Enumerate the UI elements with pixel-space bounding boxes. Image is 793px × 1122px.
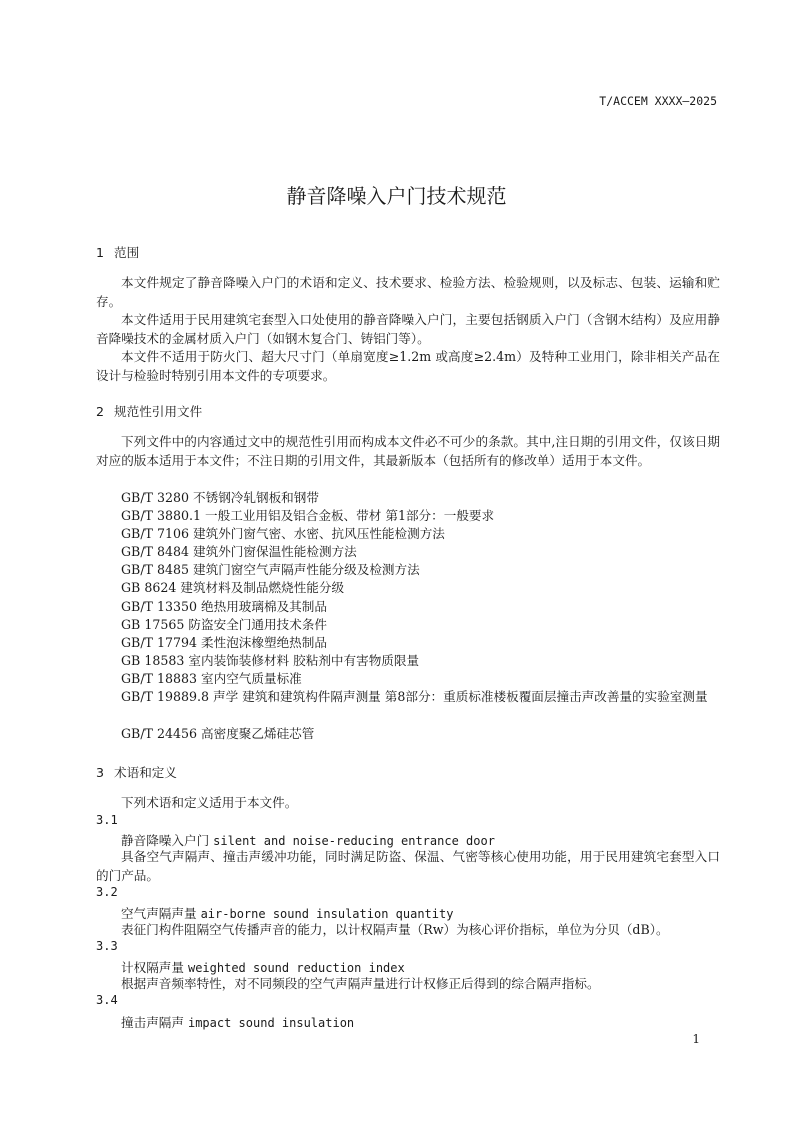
reference-item: GB/T 8484 建筑外门窗保温性能检测方法 bbox=[121, 544, 357, 559]
reference-item: GB/T 18883 室内空气质量标准 bbox=[121, 671, 302, 686]
term-definition: 具备空气声隔声、撞击声缓冲功能，同时满足防盗、保温、气密等核心使用功能，用于民用建筑宅套型入口的门产品。 bbox=[96, 849, 720, 883]
document-code: T/ACCEM XXXX—2025 bbox=[599, 94, 717, 108]
reference-item: GB/T 17794 柔性泡沫橡塑绝热制品 bbox=[121, 635, 327, 650]
reference-item: GB/T 7106 建筑外门窗气密、水密、抗风压性能检测方法 bbox=[121, 526, 445, 541]
section-heading-terms: 3 术语和定义 bbox=[96, 765, 177, 780]
reference-item: GB/T 19889.8 声学 建筑和建筑构件隔声测量 第8部分：重质标准楼板覆面层撞击声改善量的实验室测量 bbox=[121, 689, 708, 704]
paragraph: 本文件适用于民用建筑宅套型入口处使用的静音降噪入户门，主要包括钢质入户门（含钢木结构）及应用静音降噪技术的金属材质入户门（如钢木复合门、铸铝门等）。 bbox=[96, 312, 720, 346]
reference-item: GB/T 13350 绝热用玻璃棉及其制品 bbox=[121, 599, 327, 614]
paragraph: 下列文件中的内容通过文中的规范性引用而构成本文件必不可少的条款。其中,注日期的引用文件，仅该日期对应的版本适用于本文件；不注日期的引用文件，其最新版本（包括所有的修改单）适用于本文件。 bbox=[96, 434, 720, 468]
page-number: 1 bbox=[692, 1032, 700, 1046]
paragraph: 本文件规定了静音降噪入户门的术语和定义、技术要求、检验方法、检验规则，以及标志、包装、运输和贮存。 bbox=[96, 275, 720, 309]
term-number: 3.4 bbox=[96, 993, 118, 1007]
paragraph: 下列术语和定义适用于本文件。 bbox=[121, 795, 298, 810]
reference-item: GB/T 24456 高密度聚乙烯硅芯管 bbox=[121, 726, 315, 741]
term-number: 3.3 bbox=[96, 939, 118, 953]
section-heading-scope: 1 范围 bbox=[96, 245, 140, 260]
reference-item: GB/T 3280 不锈钢冷轧钢板和钢带 bbox=[121, 490, 319, 505]
section-heading-refs: 2 规范性引用文件 bbox=[96, 404, 203, 419]
term-number: 3.1 bbox=[96, 813, 118, 827]
reference-item: GB/T 3880.1 一般工业用铝及铝合金板、带材 第1部分：一般要求 bbox=[121, 508, 495, 523]
paragraph: 本文件不适用于防火门、超大尺寸门（单扇宽度≥1.2m 或高度≥2.4m）及特种工业用门，除非相关产品在设计与检验时特别引用本文件的专项要求。 bbox=[96, 349, 720, 383]
reference-item: GB 18583 室内装饰装修材料 胶粘剂中有害物质限量 bbox=[121, 653, 420, 668]
term-title: 计权隔声量 weighted sound reduction index bbox=[121, 960, 405, 975]
reference-item: GB/T 8485 建筑门窗空气声隔声性能分级及检测方法 bbox=[121, 562, 420, 577]
term-number: 3.2 bbox=[96, 885, 118, 899]
term-title: 静音降噪入户门 silent and noise-reducing entrance door bbox=[121, 833, 495, 848]
reference-item: GB 17565 防盗安全门通用技术条件 bbox=[121, 617, 327, 632]
term-title: 撞击声隔声 impact sound insulation bbox=[121, 1015, 355, 1030]
reference-item: GB 8624 建筑材料及制品燃烧性能分级 bbox=[121, 580, 345, 595]
term-definition: 表征门构件阻隔空气传播声音的能力，以计权隔声量（Rw）为核心评价指标，单位为分贝（dB）。 bbox=[121, 922, 669, 937]
document-title: 静音降噪入户门技术规范 bbox=[286, 184, 507, 208]
term-definition: 根据声音频率特性，对不同频段的空气声隔声量进行计权修正后得到的综合隔声指标。 bbox=[121, 976, 600, 991]
term-title: 空气声隔声量 air-borne sound insulation quantity bbox=[121, 906, 454, 921]
